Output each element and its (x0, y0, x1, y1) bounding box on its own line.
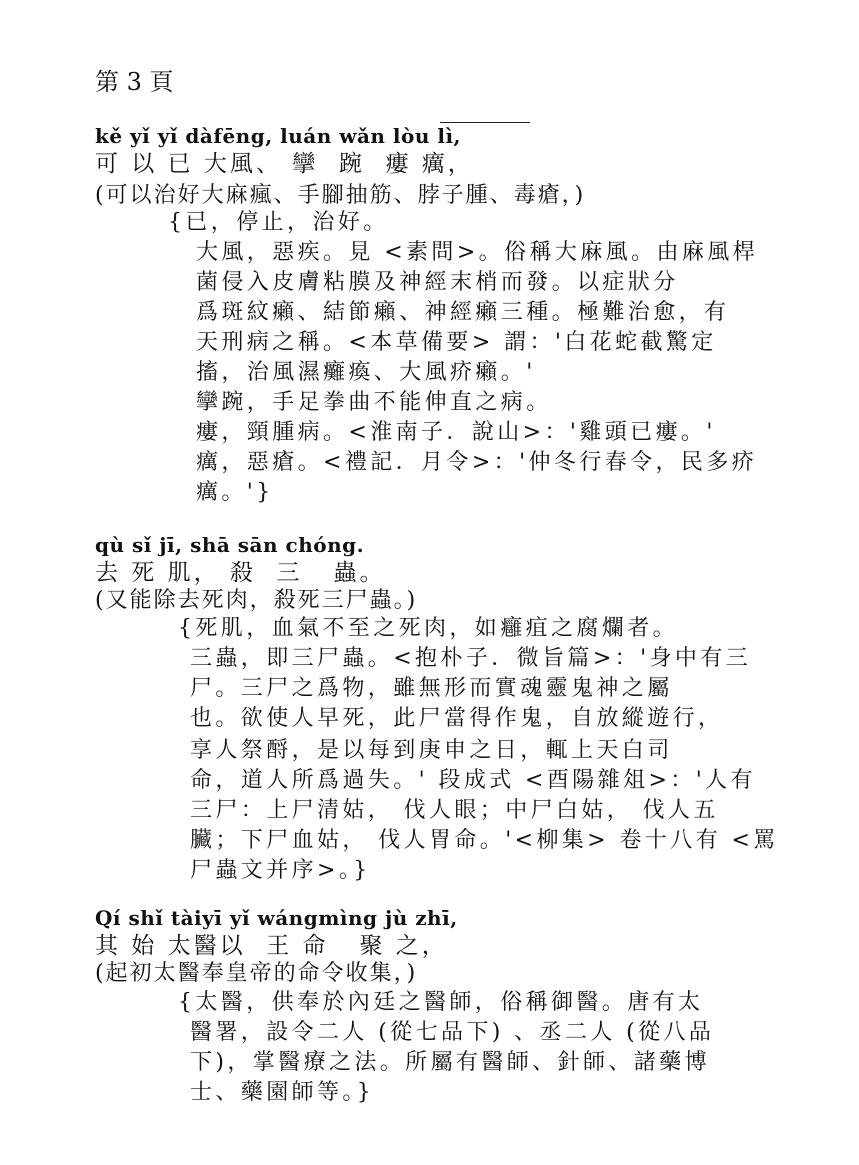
chinese-line: 其 始 太醫以 王 命 聚 之， (95, 933, 448, 959)
note-line: {死肌，血氣不至之死肉，如癰疽之腐爛者。 (178, 616, 678, 641)
pinyin-line: Qí shǐ tàiyī yǐ wángmìng jù zhī, (95, 906, 458, 930)
note-line: 搐，治風濕癱瘓、大風疥癩。' (196, 360, 536, 385)
chinese-line: 可 以 已 大風、 攣 踠 瘻 癘， (95, 151, 474, 177)
chinese-line: 去 死 肌， 殺 三 蟲。 (95, 560, 386, 586)
translation-line: (可以治好大麻瘋、手腳抽筋、脖子腫、毒瘡，) (95, 183, 586, 208)
note-line: {太醫，供奉於內廷之醫師，俗稱御醫。唐有太 (178, 990, 704, 1015)
note-line: 享人祭酹，是以每到庚申之日，輒上天白司 (190, 738, 673, 763)
note-line: 臟；下尸血姑， 伐人胃命。'<柳集> 卷十八有 <罵 (190, 828, 779, 853)
translation-line: (又能除去死肉，殺死三尸蟲。) (95, 588, 418, 613)
note-line: {已，停止，治好。 (168, 210, 389, 235)
note-line: 癘。'} (196, 480, 274, 505)
page-label: 第 3 頁 (95, 68, 174, 96)
note-line: 癘，惡瘡。<禮記．月令>：'仲冬行春令，民多疥 (196, 450, 758, 475)
underline-mark (440, 122, 530, 123)
note-line: 爲斑紋癩、結節癩、神經癩三種。極難治愈，有 (196, 300, 730, 325)
note-line: 尸蟲文并序>。} (190, 858, 371, 883)
note-line: 大風，惡疾。見 <素問>。俗稱大麻風。由麻風桿 (196, 240, 759, 265)
translation-line: (起初太醫奉皇帝的命令收集，) (95, 961, 418, 986)
note-line: 醫署，設令二人 (從七品下) 、丞二人 (從八品 (190, 1020, 715, 1045)
note-line: 命，道人所爲過失。' 段成式 <酉陽雜俎>：'人有 (190, 768, 756, 793)
note-line: 也。欲使人早死，此尸當得作鬼，自放縱遊行， (190, 706, 724, 731)
note-line: 三尸：上尸清姑， 伐人眼；中尸白姑， 伐人五 (190, 798, 719, 823)
note-line: 攣踠，手足拳曲不能伸直之病。 (196, 390, 552, 415)
note-line: 士、藥園師等。} (190, 1080, 375, 1105)
note-line: 尸。三尸之爲物，雖無形而實魂靈鬼神之屬 (190, 676, 673, 701)
note-line: 瘻，頸腫病。<淮南子．說山>：'雞頭已瘻。' (196, 420, 716, 445)
note-line: 菌侵入皮膚粘膜及神經末梢而發。以症狀分 (196, 270, 679, 295)
note-line: 下)，掌醫療之法。所屬有醫師、針師、諸藥博 (190, 1050, 710, 1075)
pinyin-line: kě yǐ yǐ dàfēng, luán wǎn lòu lì, (95, 124, 462, 148)
note-line: 天刑病之稱。<本草備要> 謂：'白花蛇截驚定 (196, 330, 717, 355)
pinyin-line: qù sǐ jī, shā sān chóng. (95, 533, 365, 557)
note-line: 三蟲，即三尸蟲。<抱朴子．微旨篇>：'身中有三 (190, 646, 752, 671)
